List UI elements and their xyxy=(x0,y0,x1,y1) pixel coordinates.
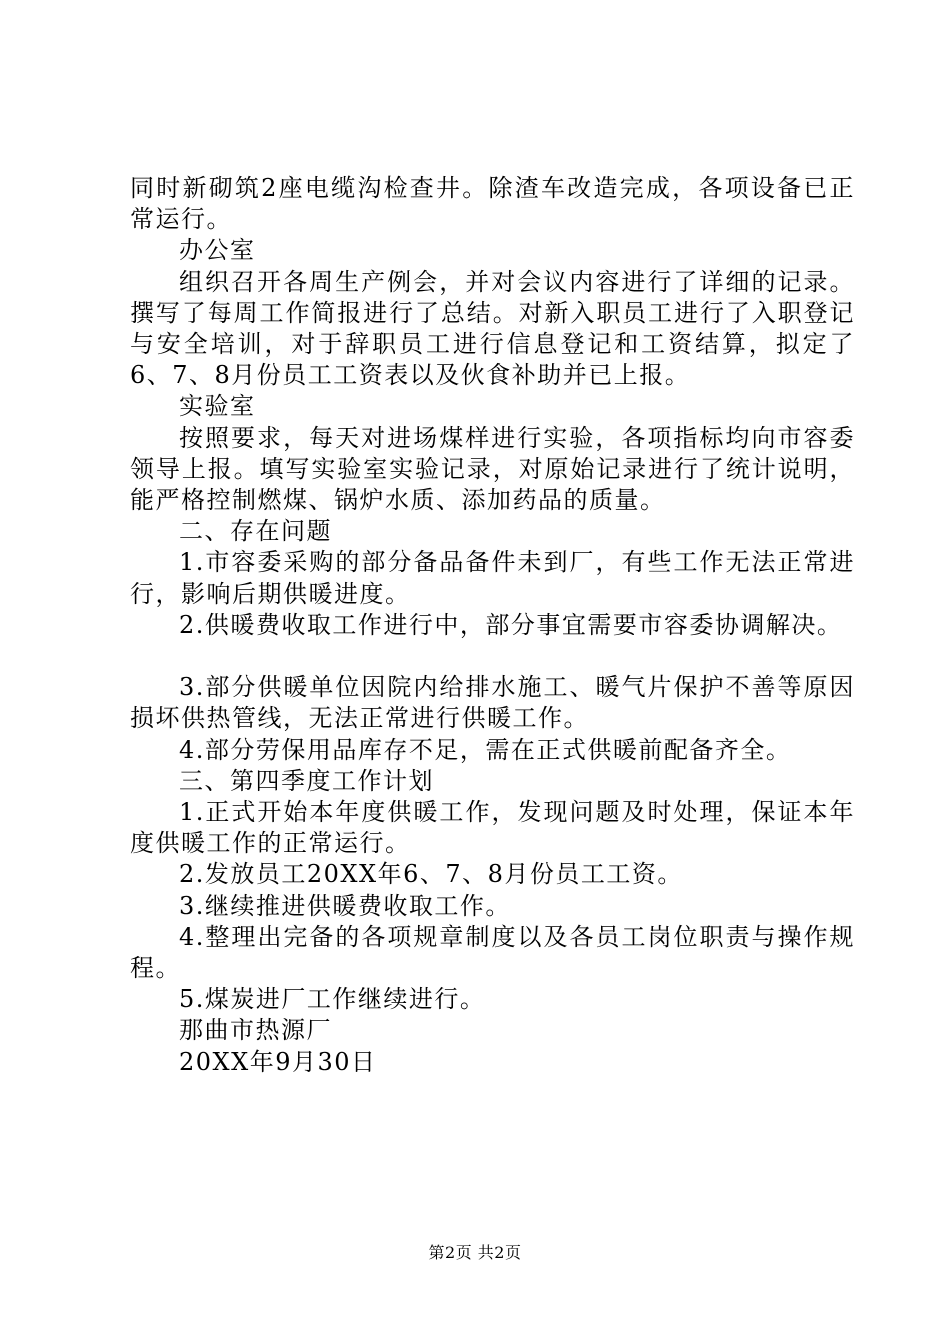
paragraph-office: 组织召开各周生产例会，并对会议内容进行了详细的记录。撰写了每周工作简报进行了总结。对新入职员工进行了入职登记与安全培训，对于辞职员工进行信息登记和工资结算，拟定了6、7、8月份员工工资表以及伙食补助并已上报。 xyxy=(130,267,855,390)
document-body xyxy=(130,173,855,1078)
plan-item-4: 4.整理出完备的各项规章制度以及各员工岗位职责与操作规程。 xyxy=(130,922,855,983)
plan-item-1: 1.正式开始本年度供暖工作，发现问题及时处理，保证本年度供暖工作的正常运行。 xyxy=(130,798,855,858)
section-heading-problems: 二、存在问题 xyxy=(179,517,332,546)
problem-item-2: 2.供暖费收取工作进行中，部分事宜需要市容委协调解决。 xyxy=(179,610,843,639)
section-heading-lab: 实验室 xyxy=(179,392,256,421)
paragraph-lab: 按照要求，每天对进场煤样进行实验，各项指标均向市容委领导上报。填写实验室实验记录，对原始记录进行了统计说明，能严格控制燃煤、锅炉水质、添加药品的质量。 xyxy=(130,423,855,515)
plan-item-2: 2.发放员工20XX年6、7、8月份员工工资。 xyxy=(179,860,683,889)
problem-item-3: 3.部分供暖单位因院内给排水施工、暖气片保护不善等原因损坏供热管线，无法正常进行供暖工作。 xyxy=(130,673,855,733)
page-number-footer: 第2页 共2页 xyxy=(428,1243,522,1262)
section-heading-office: 办公室 xyxy=(179,236,256,265)
section-heading-plan: 三、第四季度工作计划 xyxy=(179,766,434,795)
plan-item-3: 3.继续推进供暖费收取工作。 xyxy=(179,891,511,920)
signature-organization: 那曲市热源厂 xyxy=(179,1016,332,1045)
paragraph-continuation: 同时新砌筑2座电缆沟检查井。除渣车改造完成，各项设备已正常运行。 xyxy=(130,174,855,234)
problem-item-1: 1.市容委采购的部分备品备件未到厂，有些工作无法正常进行，影响后期供暖进度。 xyxy=(130,548,855,608)
problem-item-4: 4.部分劳保用品库存不足，需在正式供暖前配备齐全。 xyxy=(179,735,792,764)
signature-date: 20XX年9月30日 xyxy=(179,1047,377,1076)
plan-item-5: 5.煤炭进厂工作继续进行。 xyxy=(179,985,486,1014)
